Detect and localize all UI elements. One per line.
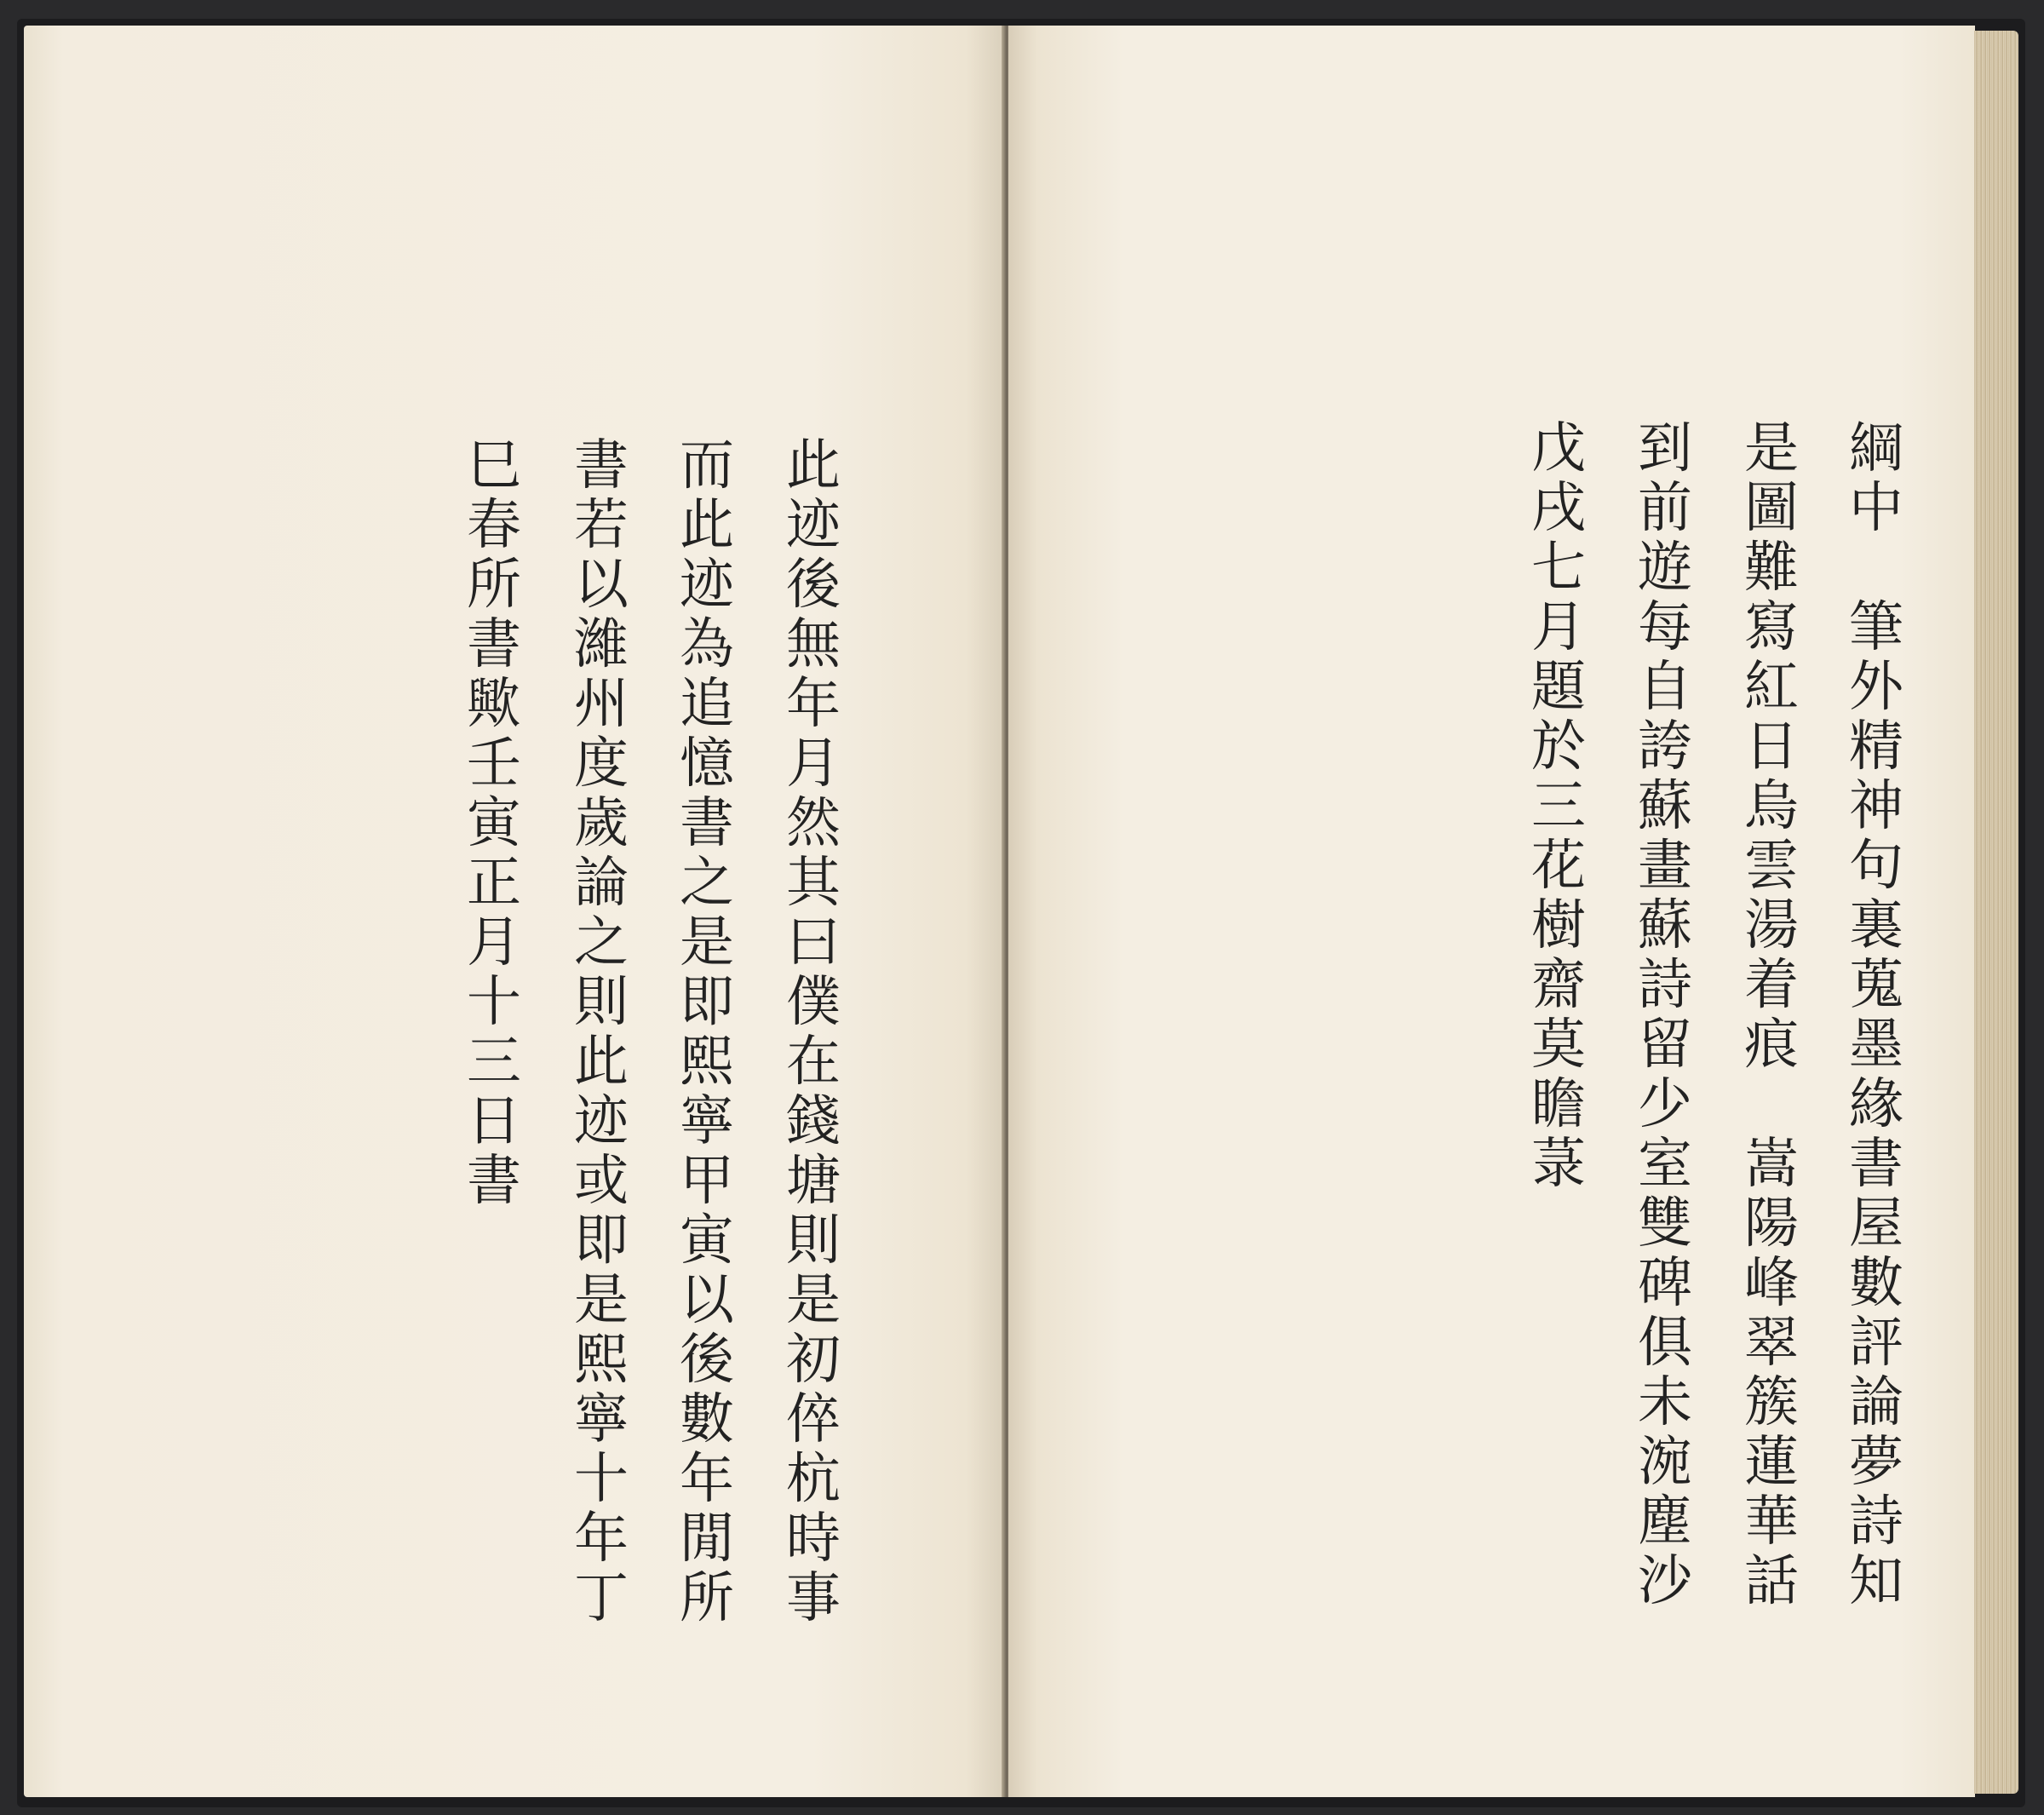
glyph: 此 [574,1031,629,1094]
glyph: 憶 [680,732,734,795]
glyph: 句 [1849,835,1903,898]
glyph: 年 [680,1448,734,1511]
glyph: 誇 [1638,715,1692,778]
glyph: 齋 [1531,954,1586,1017]
glyph: 中 [1849,477,1903,540]
glyph: 莫 [1531,1014,1586,1077]
glyph: 論 [1849,1371,1903,1434]
glyph: 之 [574,911,629,974]
glyph: 雙 [1638,1192,1692,1255]
glyph: 熙 [680,1031,734,1094]
glyph: 遊 [1638,537,1692,600]
glyph: 蘇 [1638,894,1692,957]
glyph: 曰 [786,911,841,974]
glyph: 圖 [1744,477,1799,540]
glyph: 書 [467,1150,521,1213]
glyph: 丁 [574,1567,629,1630]
glyph: 或 [574,1150,629,1213]
glyph: 紅 [1744,656,1799,719]
glyph: 歲 [574,792,629,855]
glyph: 後 [680,1329,734,1392]
glyph: 是 [574,1269,629,1332]
left-column-3 [567,434,635,1631]
glyph: 樹 [1531,894,1586,957]
glyph: 倅 [786,1388,841,1451]
glyph: 正 [467,852,521,915]
glyph: 詩 [1638,954,1692,1017]
glyph: 迹 [786,494,841,557]
glyph: 之 [680,852,734,915]
glyph: 寅 [467,792,521,855]
glyph: 評 [1849,1312,1903,1375]
glyph: 月 [467,911,521,974]
glyph: 是 [680,911,734,974]
glyph: 碑 [1638,1252,1692,1315]
glyph: 墨 [1849,1014,1903,1077]
glyph: 此 [680,494,734,557]
glyph: 在 [786,1031,841,1094]
glyph: 塘 [786,1150,841,1213]
glyph: 湯 [1744,894,1799,957]
glyph: 題 [1531,656,1586,719]
glyph: 涴 [1638,1431,1692,1494]
glyph: 是 [786,1269,841,1332]
glyph: 以 [680,1269,734,1332]
glyph: 話 [1744,1550,1799,1613]
glyph: 着 [1744,954,1799,1017]
left-column-2 [673,434,741,1631]
glyph: 所 [467,554,521,617]
left-column-1 [779,434,847,1631]
glyph: 論 [574,852,629,915]
glyph: 三 [1531,775,1586,838]
glyph: 畫 [1638,835,1692,898]
glyph: 塵 [1638,1490,1692,1554]
glyph: 嵩 [1744,1133,1799,1196]
glyph: 俱 [1638,1312,1692,1375]
glyph: 夢 [1849,1431,1903,1494]
glyph: 烏 [1744,775,1799,838]
glyph: 書 [680,792,734,855]
glyph: 寅 [680,1209,734,1272]
glyph: 戌 [1531,477,1586,540]
glyph: 則 [786,1209,841,1272]
glyph: 壬 [467,732,521,795]
glyph: 華 [1744,1490,1799,1554]
glyph: 七 [1531,537,1586,600]
glyph: 寧 [574,1388,629,1451]
glyph: 迹 [680,554,734,617]
glyph: 詩 [1849,1490,1903,1554]
glyph: 僕 [786,971,841,1034]
glyph: 若 [574,494,629,557]
glyph: 初 [786,1329,841,1392]
glyph: 即 [680,971,734,1034]
glyph: 熙 [574,1329,629,1392]
glyph: 書 [1849,1133,1903,1196]
glyph: 自 [1638,656,1692,719]
right-column-1 [1842,417,1910,1614]
right-column-3 [1631,417,1699,1614]
glyph: 月 [1531,596,1586,659]
glyph: 十 [574,1448,629,1511]
glyph: 到 [1638,417,1692,480]
glyph: 花 [1531,835,1586,898]
glyph: 時 [786,1508,841,1571]
glyph: 數 [680,1388,734,1451]
glyph: 所 [680,1567,734,1630]
glyph: 無 [786,613,841,676]
glyph: 是 [1744,417,1799,480]
glyph: 陽 [1744,1192,1799,1255]
glyph: 杭 [786,1448,841,1511]
glyph: 難 [1744,537,1799,600]
glyph: 翠 [1744,1312,1799,1375]
glyph: 戊 [1531,417,1586,480]
glyph: 書 [467,613,521,676]
glyph: 未 [1638,1371,1692,1434]
glyph: 州 [574,673,629,736]
glyph: 蓮 [1744,1431,1799,1494]
right-column-4 [1524,417,1593,1197]
page-fore-edge [1974,31,2018,1794]
glyph: 閒 [680,1508,734,1571]
glyph: 而 [680,434,734,497]
glyph: 寫 [1744,596,1799,659]
glyph: 痕 [1744,1014,1799,1077]
glyph: 日 [467,1090,521,1153]
glyph: 雲 [1744,835,1799,898]
glyph: 精 [1849,715,1903,778]
glyph: 日 [1744,715,1799,778]
glyph: 春 [467,494,521,557]
glyph: 追 [680,673,734,736]
glyph: 數 [1849,1252,1903,1315]
glyph: 迹 [574,1090,629,1153]
glyph: 筆 [1849,596,1903,659]
glyph: 其 [786,852,841,915]
glyph: 室 [1638,1133,1692,1196]
glyph: 即 [574,1209,629,1272]
glyph: 月 [786,732,841,795]
glyph: 年 [786,673,841,736]
left-column-4 [460,434,528,1214]
glyph: 度 [574,732,629,795]
glyph: 為 [680,613,734,676]
glyph: 緣 [1849,1073,1903,1136]
glyph: 簇 [1744,1371,1799,1434]
glyph: 屋 [1849,1192,1903,1255]
glyph: 外 [1849,656,1903,719]
right-page [1008,26,1975,1797]
glyph: 每 [1638,596,1692,659]
glyph: 裏 [1849,894,1903,957]
glyph: 則 [574,971,629,1034]
glyph: 錢 [786,1090,841,1153]
glyph: 此 [786,434,841,497]
glyph: 書 [574,434,629,497]
glyph: 菉 [1531,1133,1586,1196]
glyph: 後 [786,554,841,617]
glyph: 十 [467,971,521,1034]
glyph: 瞻 [1531,1073,1586,1136]
glyph: 然 [786,792,841,855]
glyph: 神 [1849,775,1903,838]
glyph: 於 [1531,715,1586,778]
glyph: 蘇 [1638,775,1692,838]
glyph: 蒐 [1849,954,1903,1017]
glyph: 甲 [680,1150,734,1213]
glyph: 三 [467,1031,521,1094]
glyph: 留 [1638,1014,1692,1077]
glyph: 寧 [680,1090,734,1153]
glyph: 以 [574,554,629,617]
glyph: 歟 [467,673,521,736]
glyph: 事 [786,1567,841,1630]
glyph: 年 [574,1508,629,1571]
glyph: 沙 [1638,1550,1692,1613]
glyph: 綱 [1849,417,1903,480]
glyph: 前 [1638,477,1692,540]
glyph: 少 [1638,1073,1692,1136]
glyph: 峰 [1744,1252,1799,1315]
glyph: 知 [1849,1550,1903,1613]
right-column-2 [1737,417,1806,1614]
glyph: 濰 [574,613,629,676]
glyph: 巳 [467,434,521,497]
